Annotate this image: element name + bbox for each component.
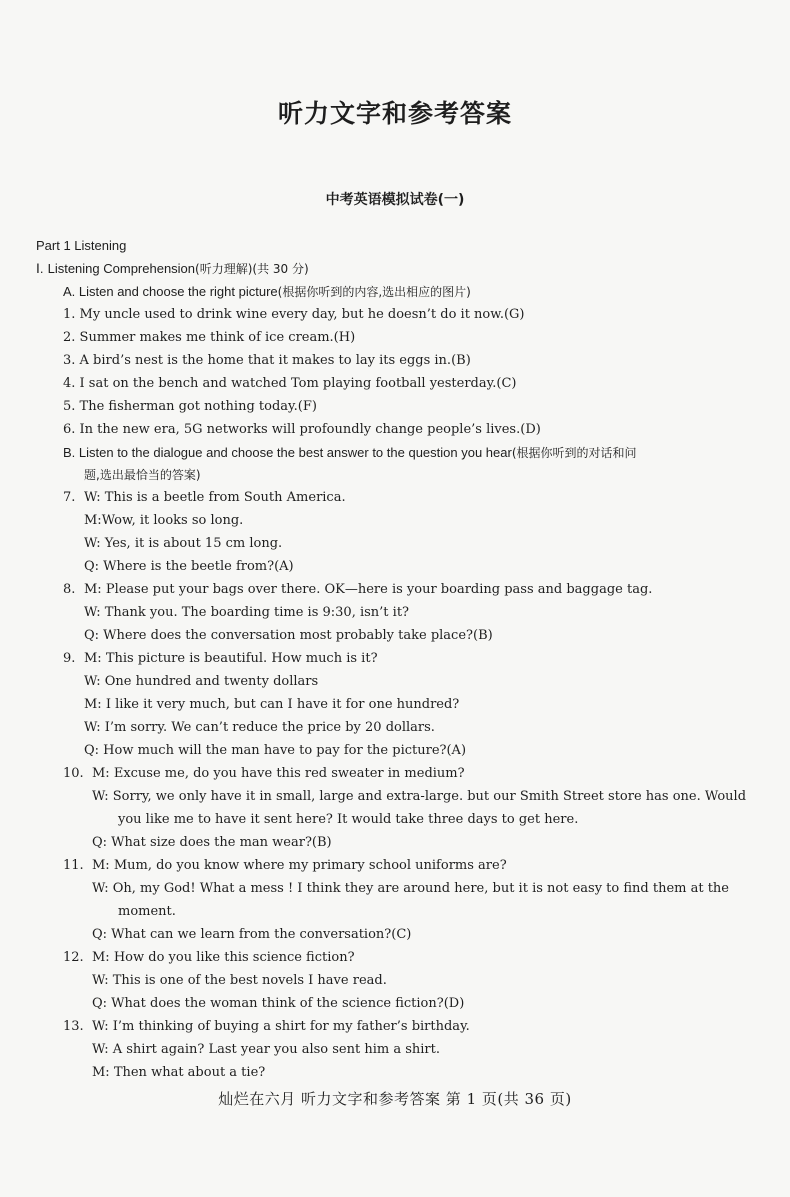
dialogue-line: moment. [118, 904, 176, 919]
list-item: 4. I sat on the bench and watched Tom playing football yesterday.(C) [63, 376, 517, 391]
subsection-a-heading [63, 283, 471, 302]
dialogue-line: Q: How much will the man have to pay for the picture?(A) [84, 743, 467, 758]
question-number: 13. [63, 1019, 84, 1034]
dialogue-line: W: This is one of the best novels I have read. [92, 973, 387, 988]
subsection-b-cn-cont: 题,选出最恰当的答案) [84, 468, 201, 482]
question-number: 7. [63, 490, 76, 505]
dialogue-line: W: I’m sorry. We can’t reduce the price by 20 dollars. [84, 720, 435, 735]
dialogue-line: M: I like it very much, but can I have it for one hundred? [84, 697, 460, 712]
dialogue-line: Q: Where is the beetle from?(A) [84, 559, 294, 574]
dialogue-line: W: Thank you. The boarding time is 9:30, isn’t it? [84, 605, 410, 620]
question-number: 11. [63, 858, 84, 873]
subsection-a-cn: (根据你听到的内容,选出相应的图片) [277, 285, 471, 299]
dialogue-line: M: Mum, do you know where my primary school uniforms are? [92, 858, 507, 873]
dialogue-line: M: Then what about a tie? [92, 1065, 266, 1080]
part-heading: Part 1 Listening [36, 238, 127, 253]
list-item: 5. The fisherman got nothing today.(F) [63, 399, 317, 414]
section-roman: Ⅰ. [36, 261, 44, 276]
subsection-a-label: A. Listen and choose the right picture [63, 284, 278, 299]
dialogue-line: W: Oh, my God! What a mess ! I think they are around here, but it is not easy to find them at the [92, 881, 729, 896]
dialogue-line: M:Wow, it looks so long. [84, 513, 244, 528]
dialogue-line: Q: What size does the man wear?(B) [92, 835, 332, 850]
dialogue-line: W: A shirt again? Last year you also sent him a shirt. [92, 1042, 440, 1057]
list-item: 1. My uncle used to drink wine every day, but he doesn’t do it now.(G) [63, 307, 525, 322]
page-footer: 灿烂在六月 听力文字和参考答案 第 1 页(共 36 页) [218, 1090, 572, 1108]
dialogue-line: M: Excuse me, do you have this red sweater in medium? [92, 766, 465, 781]
dialogue-line: M: How do you like this science fiction? [92, 950, 355, 965]
page-title: 听力文字和参考答案 [277, 99, 512, 128]
question-number: 12. [63, 950, 84, 965]
dialogue-line: W: Yes, it is about 15 cm long. [84, 536, 283, 551]
dialogue-line: M: This picture is beautiful. How much is it? [84, 651, 378, 666]
dialogue-line: W: One hundred and twenty dollars [84, 674, 319, 689]
dialogue-line: Q: What can we learn from the conversation?(C) [92, 927, 412, 942]
dialogue-line: you like me to have it sent here? It would take three days to get here. [118, 812, 579, 827]
dialogue-line: W: This is a beetle from South America. [84, 490, 346, 505]
section-title-en: Listening Comprehension [47, 261, 196, 276]
list-item: 6. In the new era, 5G networks will profoundly change people’s lives.(D) [63, 422, 541, 437]
dialogue-line: Q: What does the woman think of the science fiction?(D) [92, 996, 465, 1011]
section-heading [36, 260, 309, 279]
question-number: 9. [63, 651, 76, 666]
dialogue-line: Q: Where does the conversation most probably take place?(B) [84, 628, 493, 643]
question-number: 10. [63, 766, 84, 781]
exam-subtitle: 中考英语模拟试卷(一) [325, 192, 465, 208]
dialogue-line: W: Sorry, we only have it in small, large and extra-large. but our Smith Street store has one. Would [92, 789, 747, 804]
subsection-b-cn: (根据你听到的对话和问 [511, 446, 637, 460]
list-item: 2. Summer makes me think of ice cream.(H) [63, 330, 356, 345]
question-number: 8. [63, 582, 76, 597]
subsection-b-heading [63, 444, 637, 463]
dialogue-line: W: I’m thinking of buying a shirt for my father’s birthday. [92, 1019, 470, 1034]
list-item: 3. A bird’s nest is the home that it makes to lay its eggs in.(B) [63, 353, 471, 368]
subsection-b-label: B. Listen to the dialogue and choose the best answer to the question you hear [63, 445, 512, 460]
section-title-cn: (听力理解)(共 30 分) [195, 262, 309, 276]
dialogue-line: M: Please put your bags over there. OK—here is your boarding pass and baggage tag. [84, 582, 653, 597]
